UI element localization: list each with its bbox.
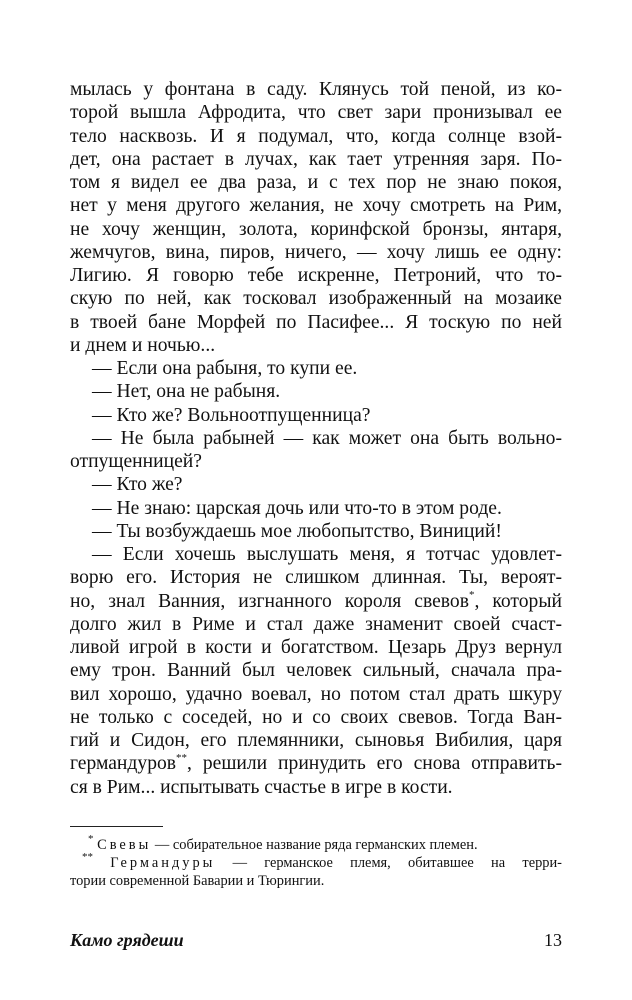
dialogue-line: — Если хочешь выслушать меня, я тотчас удовлет- [92,544,562,565]
dialogue-line: — Не была рабыней — как может она быть вольно- [92,427,562,449]
text-fragment: , решили принудить его снова отправить- [187,753,562,775]
main-text [70,78,562,799]
footnote-mark: * [88,833,94,846]
footnote-term: Свевы [97,837,152,853]
dialogue-line: — Ты возбуждаешь мое любопытство, Виниций! [92,520,502,542]
footnote-mark: ** [176,751,188,764]
dialogue-line: — Кто же? [92,474,183,496]
text-line: тело насквозь. И я подумал, что, когда солнце взой- [70,125,562,147]
text-line [70,752,562,775]
text-line: ему трон. Ванний был человек сильный, сначала пра- [70,660,562,682]
footnote-mark: * [468,588,475,601]
text-line: ворю его. История не слишком длинная. Ты, вероят- [70,567,562,589]
text-line: жемчугов, вина, пиров, ничего, — хочу лишь ее одну: [70,241,562,263]
text-line: не хочу женщин, золота, коринфской бронзы, янтаря, [70,218,562,240]
text-line: ливой игрой в кости и богатством. Цезарь Друз вернул [70,637,562,658]
running-title: Камо грядеши [70,930,184,950]
footnote-1 [70,833,562,854]
text-line: не только с соседей, но и со своих свевов. Тогда Ван- [70,706,562,728]
text-line: ся в Рим... испытывать счастье в игре в кости. [70,776,453,798]
dialogue-line: — Нет, она не рабыня. [92,381,281,403]
page-number: 13 [544,930,562,950]
dialogue-line: — Если она рабыня, то купи ее. [92,358,358,379]
footnote-text: — собирательное название ряда германских племен. [151,837,478,853]
dialogue-line: — Не знаю: царская дочь или что-то в этом роде. [92,497,502,519]
dialogue-line: — Кто же? Вольноотпущенница? [92,404,371,426]
footnote-text: — германское племя, обитавшее на терри- [215,855,562,871]
text-line: долго жил в Риме и стал даже знаменит своей счаст- [70,613,562,635]
text-fragment: , который [474,590,562,612]
footnote-term: Германдуры [110,855,216,871]
footnote-2 [70,851,562,872]
text-line: отпущенницей? [70,451,202,472]
text-line: вил хорошо, удачно воевал, но потом стал драть шкуру [70,683,562,705]
text-line: Лигию. Я говорю тебе искренне, Петроний, что то- [70,265,562,286]
text-line: дет, она растает в лучах, как тает утренняя заря. По- [70,148,562,170]
text-line: торой вышла Афродита, что свет зари пронизывал ее [70,102,562,124]
footnote-divider [70,826,163,827]
text-line [70,590,562,613]
footnote-2-cont: тории современной Баварии и Тюрингии. [70,873,325,889]
text-fragment: германдуров [70,753,177,775]
text-line: мылась у фонтана в саду. Клянусь той пеной, из ко- [70,79,562,100]
text-fragment: но, знал Ванния, изгнанного короля свевов [70,590,469,612]
footnote-mark: ** [82,851,93,864]
text-line: в твоей бане Морфей по Пасифее... Я тоскую по ней [70,311,562,333]
page-body [70,78,562,799]
text-line: скую по ней, как тосковал изображенный на мозаике [70,288,562,310]
text-line: и днем и ночью... [70,334,216,356]
text-line: гий и Сидон, его племянники, сыновья Вибилия, царя [70,730,562,751]
page-footer [70,930,562,954]
footnotes [70,833,562,890]
text-line: том я видел ее два раза, и с тех пор не знаю покоя, [70,172,562,193]
text-line: нет у меня другого желания, не хочу смотреть на Рим, [70,195,562,217]
